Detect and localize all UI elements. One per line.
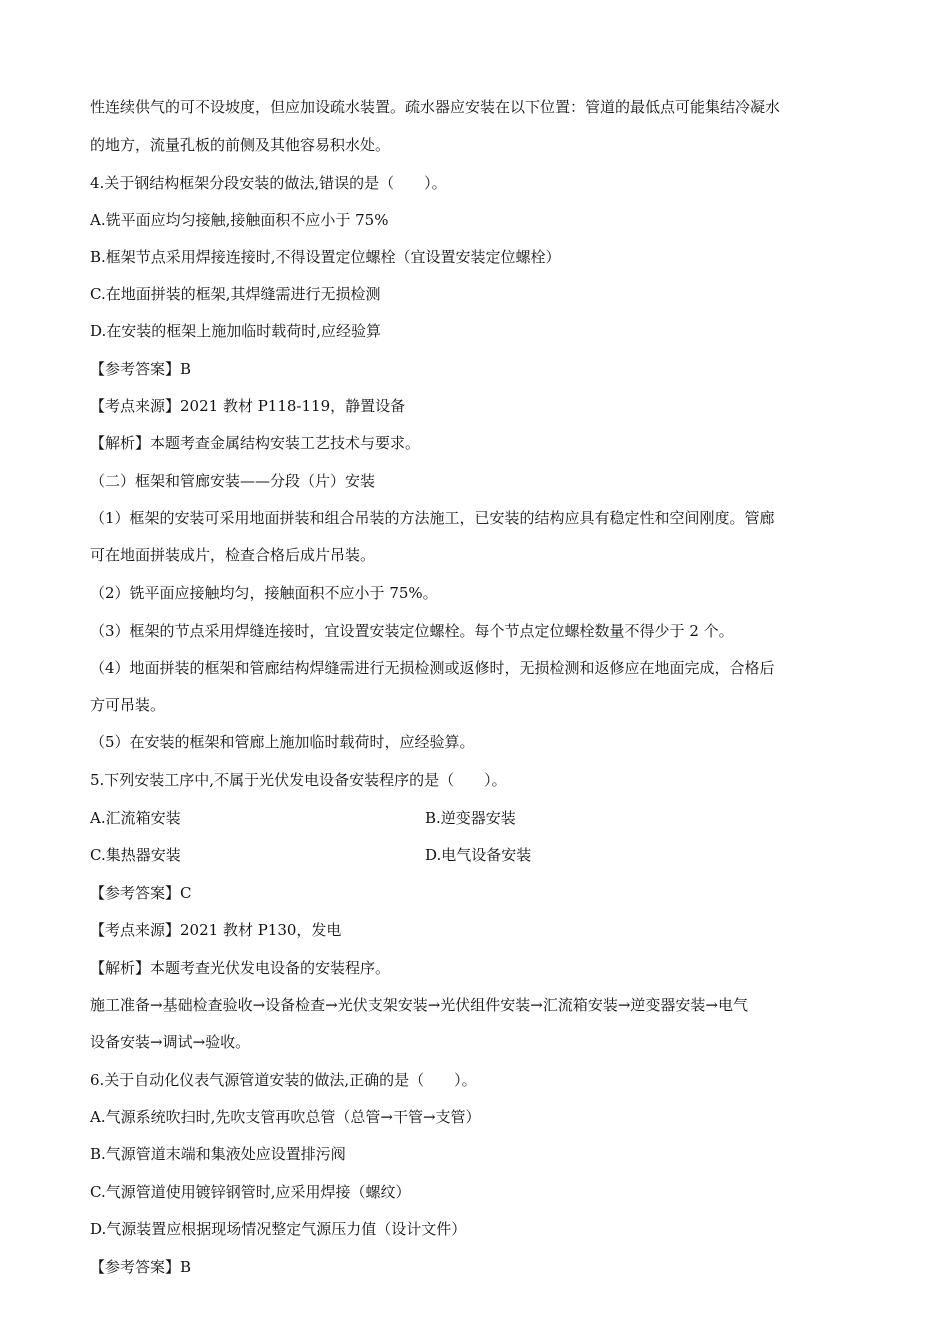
text-line: 性连续供气的可不设坡度，但应加设疏水装置。疏水器应安装在以下位置：管道的最低点可能集结冷凝水 xyxy=(90,98,781,116)
option-c: C.集热器安装 xyxy=(90,846,181,864)
analysis: 【解析】本题考查光伏发电设备的安装程序。 xyxy=(90,959,391,977)
text-line: 可在地面拼装成片，检查合格后成片吊装。 xyxy=(90,546,376,564)
text-line: （5）在安装的框架和管廊上施加临时载荷时，应经验算。 xyxy=(90,733,475,751)
option-c: C.在地面拼装的框架,其焊缝需进行无损检测 xyxy=(90,285,381,303)
question-4: 4.关于钢结构框架分段安装的做法,错误的是（ ）。 xyxy=(90,174,447,192)
option-d: D.在安装的框架上施加临时载荷时,应经验算 xyxy=(90,322,382,340)
text-line: 的地方，流量孔板的前侧及其他容易积水处。 xyxy=(90,136,391,154)
option-b: B.框架节点采用焊接连接时,不得设置定位螺栓（宜设置安装定位螺栓） xyxy=(90,248,561,266)
text-line: （3）框架的节点采用焊缝连接时，宜设置安装定位螺栓。每个节点定位螺栓数量不得少于 2 个。 xyxy=(90,622,734,640)
text-line: 施工准备→基础检查验收→设备检查→光伏支架安装→光伏组件安装→汇流箱安装→逆变器安装→电气 xyxy=(90,996,748,1014)
option-b: B.逆变器安装 xyxy=(425,809,516,827)
text-line: 设备安装→调试→验收。 xyxy=(90,1033,251,1051)
option-a: A.气源系统吹扫时,先吹支管再吹总管（总管→干管→支管） xyxy=(90,1108,481,1126)
option-d: D.电气设备安装 xyxy=(425,846,532,864)
text-line: （1）框架的安装可采用地面拼装和组合吊装的方法施工，已安装的结构应具有稳定性和空间刚度。管廊 xyxy=(90,509,775,527)
question-5: 5.下列安装工序中,不属于光伏发电设备安装程序的是（ ）。 xyxy=(90,771,507,789)
text-line: （2）铣平面应接触均匀，接触面积不应小于 75%。 xyxy=(90,584,438,602)
source: 【考点来源】2021 教材 P118-119，静置设备 xyxy=(90,397,406,415)
analysis: 【解析】本题考查金属结构安装工艺技术与要求。 xyxy=(90,434,421,452)
section-heading: （二）框架和管廊安装——分段（片）安装 xyxy=(90,472,376,490)
text-line: 方可吊装。 xyxy=(90,696,166,714)
text-line: （4）地面拼装的框架和管廊结构焊缝需进行无损检测或返修时，无损检测和返修应在地面完成，合格后 xyxy=(90,659,775,677)
question-6: 6.关于自动化仪表气源管道安装的做法,正确的是（ ）。 xyxy=(90,1071,477,1089)
answer: 【参考答案】B xyxy=(90,360,192,378)
answer: 【参考答案】C xyxy=(90,884,192,902)
source: 【考点来源】2021 教材 P130，发电 xyxy=(90,921,342,939)
option-d: D.气源装置应根据现场情况整定气源压力值（设计文件） xyxy=(90,1220,467,1238)
option-a: A.铣平面应均匀接触,接触面积不应小于 75% xyxy=(90,211,389,229)
option-a: A.汇流箱安装 xyxy=(90,809,181,827)
option-c: C.气源管道使用镀锌钢管时,应采用焊接（螺纹） xyxy=(90,1183,411,1201)
option-b: B.气源管道末端和集液处应设置排污阀 xyxy=(90,1145,346,1163)
answer: 【参考答案】B xyxy=(90,1258,192,1276)
